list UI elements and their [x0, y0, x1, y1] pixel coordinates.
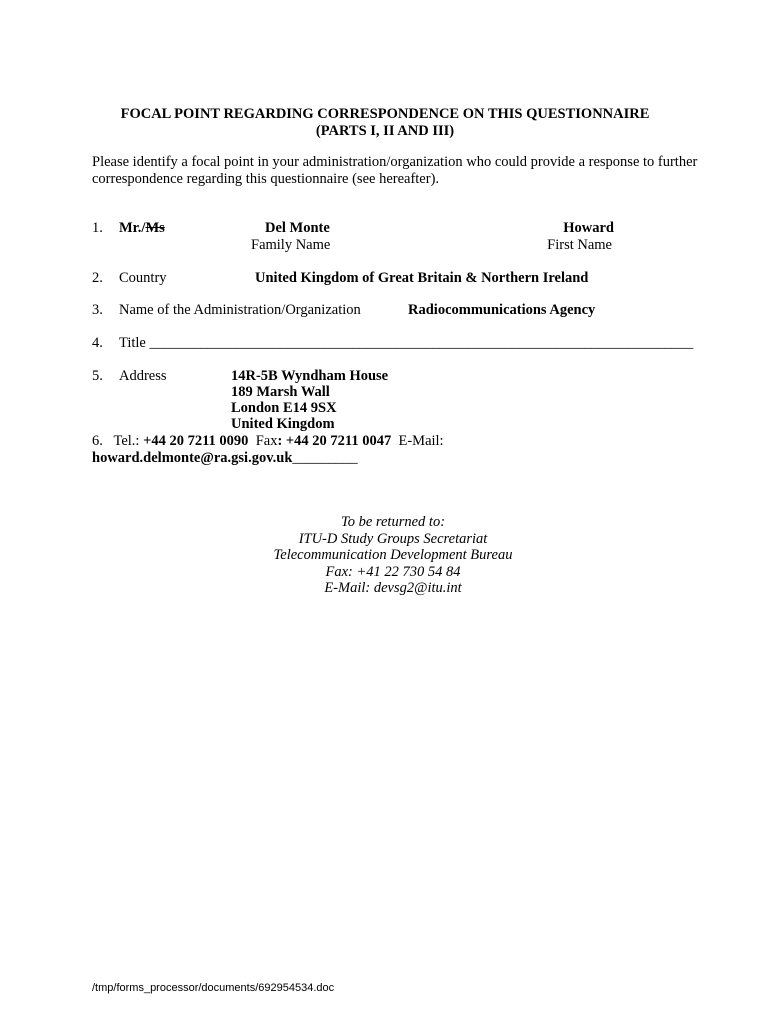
address-line-2: 189 Marsh Wall	[231, 384, 330, 400]
family-name-label: Family Name	[251, 237, 331, 253]
item-2-number: 2.	[92, 270, 103, 286]
family-name-value: Del Monte	[265, 220, 330, 236]
title-blank-line: ___________________________________________________________________________	[149, 335, 694, 351]
page-subtitle: (PARTS I, II AND III)	[315, 123, 455, 139]
address-line-1: 14R-5B Wyndham House	[231, 368, 389, 384]
intro-paragraph: Please identify a focal point in your administration/organization who could provide a response to further correspondence regarding this questionnaire (see hereafter).	[92, 154, 698, 187]
return-to-email: E-Mail: devsg2@itu.int	[324, 580, 462, 596]
return-to-secretariat: ITU-D Study Groups Secretariat	[298, 531, 488, 547]
contact-line	[92, 433, 444, 450]
organization-label: Name of the Administration/Organization	[119, 302, 361, 318]
country-label: Country	[119, 270, 167, 286]
fax-label: Fax	[255, 433, 278, 449]
salutation-ms-struck: Ms	[145, 220, 165, 236]
item-1-number: 1.	[92, 220, 103, 236]
fax-value: : +44 20 7211 0047	[277, 433, 392, 449]
salutation	[119, 220, 165, 237]
address-label: Address	[119, 368, 167, 384]
country-value: United Kingdom of Great Britain & Northern Ireland	[255, 270, 589, 286]
return-to-bureau: Telecommunication Development Bureau	[273, 547, 513, 563]
first-name-label: First Name	[547, 237, 612, 253]
return-to-heading: To be returned to:	[340, 514, 446, 530]
email-line	[92, 450, 358, 467]
item-3-number: 3.	[92, 302, 103, 318]
document-path-footer: /tmp/forms_processor/documents/692954534.doc	[92, 982, 335, 994]
tel-value: +44 20 7211 0090	[143, 433, 249, 449]
title-field	[119, 335, 699, 352]
first-name-value: Howard	[563, 220, 614, 236]
address-line-4: United Kingdom	[231, 416, 335, 432]
item-6-number: 6.	[92, 433, 103, 449]
salutation-mr: Mr./	[119, 220, 146, 236]
address-line-3: London E14 9SX	[231, 400, 337, 416]
item-4-number: 4.	[92, 335, 103, 351]
item-5-number: 5.	[92, 368, 103, 384]
email-label: E-Mail:	[398, 433, 444, 449]
title-label: Title	[119, 335, 146, 351]
email-value: howard.delmonte@ra.gsi.gov.uk	[92, 450, 293, 466]
organization-value: Radiocommunications Agency	[408, 302, 596, 318]
return-to-fax: Fax: +41 22 730 54 84	[325, 564, 461, 580]
tel-label: Tel.:	[113, 433, 140, 449]
email-blank-line: _________	[292, 450, 358, 466]
page-title: FOCAL POINT REGARDING CORRESPONDENCE ON THIS QUESTIONNAIRE	[120, 106, 650, 122]
